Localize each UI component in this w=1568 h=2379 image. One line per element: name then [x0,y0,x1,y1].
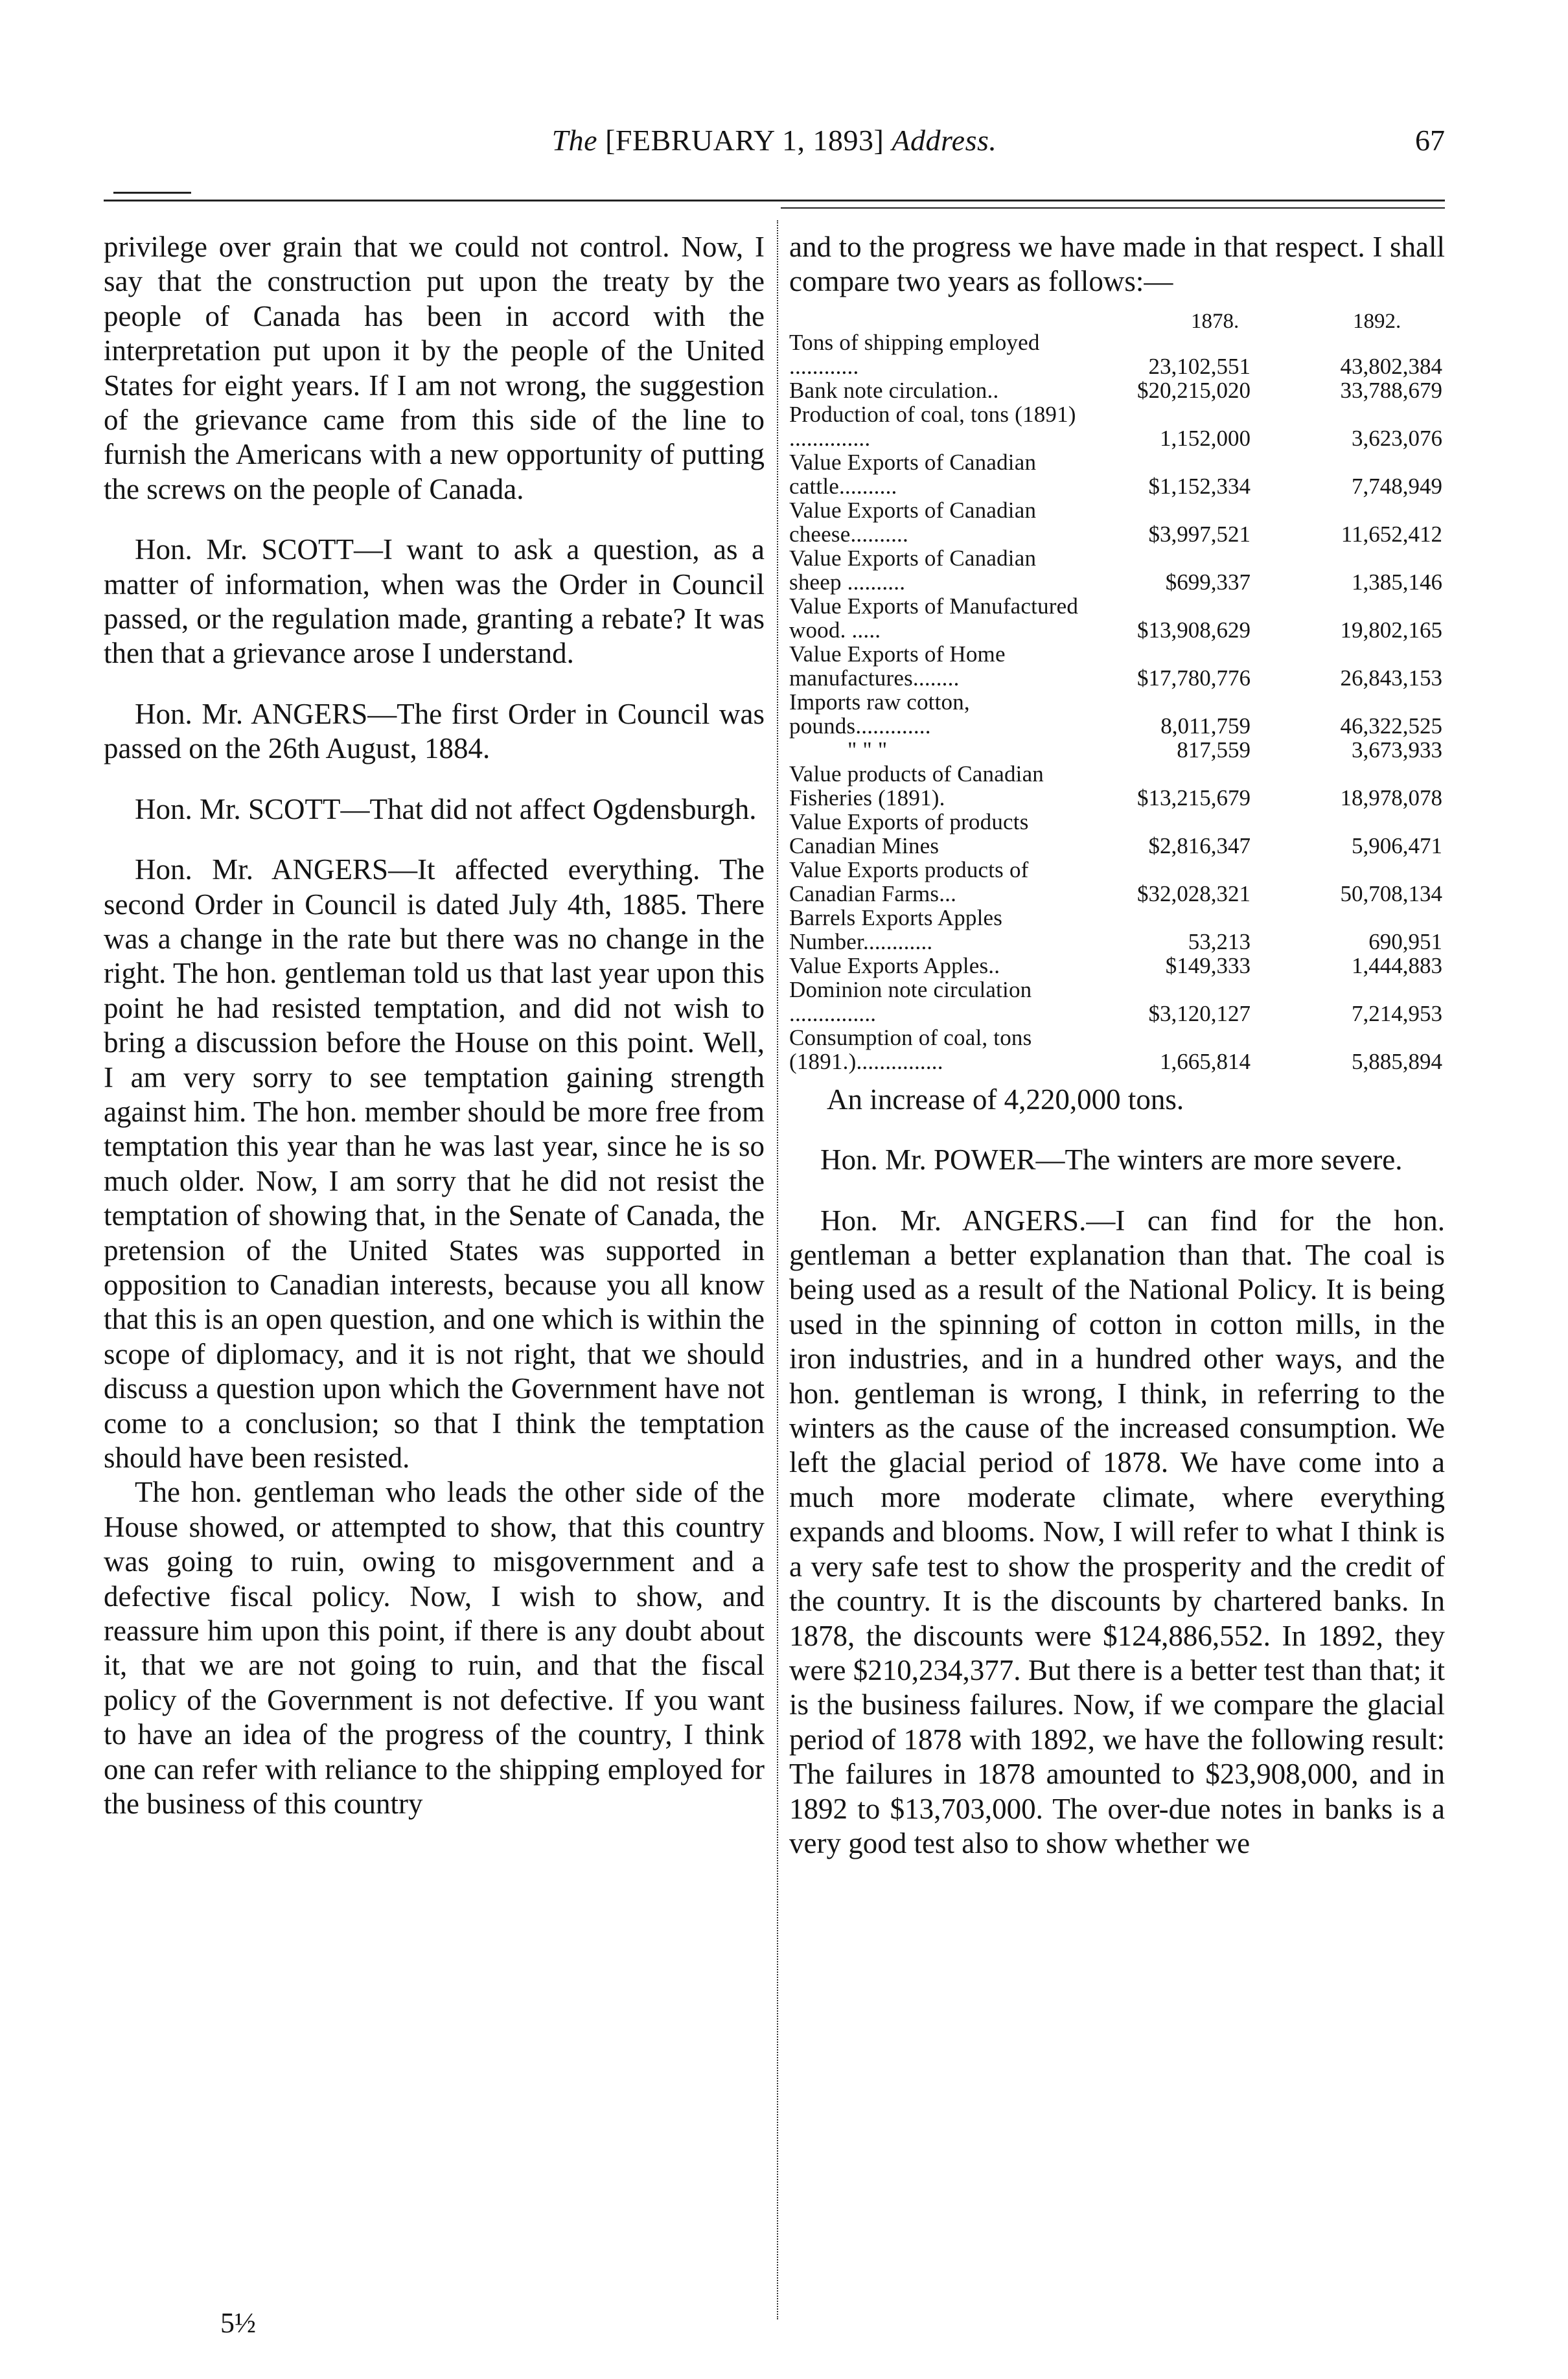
paragraph: Hon. Mr. ANGERS—The first Order in Council was passed on the 26th August, 1884. [104,697,765,765]
value-1892: 3,623,076 [1352,425,1442,451]
running-header [104,123,1445,168]
table-row [789,690,1445,738]
row-label: Consumption of coal, tons (1891.)............... [789,1024,1032,1074]
table-row [789,450,1445,498]
value-1878: $32,028,321 [1137,880,1251,906]
value-1878: 1,152,000 [1160,425,1251,451]
value-1892: 5,906,471 [1352,833,1442,858]
table-row [789,906,1445,954]
header-title-suffix: Address. [892,124,997,157]
header-rule-short [113,192,191,194]
increase-note: An increase of 4,220,000 tons. [827,1083,1184,1116]
row-label: Value Exports of Canadian cattle.......... [789,449,1037,499]
value-1878: $20,215,020 [1137,377,1251,403]
value-1892: 26,843,153 [1340,665,1442,691]
value-1892: 46,322,525 [1340,713,1442,739]
value-1892: 33,788,679 [1340,377,1442,403]
value-1878: $3,120,127 [1148,1000,1251,1026]
table-row [789,642,1445,690]
row-label: Value Exports of Manufactured wood. ..... [789,593,1079,643]
table-row [789,498,1445,546]
paragraph: Hon. Mr. POWER—The winters are more severe. [820,1144,1403,1177]
value-1878: $13,215,679 [1137,785,1251,810]
comparison-table [789,299,1445,1074]
value-1892: 50,708,134 [1340,880,1442,906]
value-1878: $149,333 [1165,952,1251,978]
table-row [789,378,1445,402]
row-label-ditto: " " " [847,737,888,763]
value-1878: $699,337 [1165,569,1251,595]
table-row [789,594,1445,642]
value-1892: 43,802,384 [1340,353,1442,379]
right-column [789,230,1445,1861]
value-1892: 18,978,078 [1340,785,1442,810]
table-row [789,978,1445,1026]
left-column [104,230,765,1821]
value-1878: $1,152,334 [1148,473,1251,499]
table-row [789,546,1445,594]
paragraph: privilege over grain that we could not control. Now, I say that the construction put upon the treaty by the people of Canada has been in accord with the interpretation put upon it by the people of the United States for eight years. If I am not wrong, the suggestion of the grievance came from this side of the line to furnish the Americans with a new opportunity of putting the screws on the people of Canada. [104,231,765,505]
row-label: Tons of shipping employed ............ [789,329,1040,379]
value-1878: $3,997,521 [1148,521,1251,547]
row-label: Value Exports of Canadian sheep .......... [789,545,1037,595]
value-1892: 7,748,949 [1352,473,1442,499]
header-title [104,123,1445,157]
row-label: Production of coal, tons (1891) .............. [789,401,1076,451]
page-number: 67 [1415,124,1445,157]
row-label: Value products of Canadian Fisheries (1891). [789,761,1044,810]
row-label: Value Exports of products Canadian Mines [789,809,1029,858]
signature-mark: 5½ [220,2307,256,2339]
value-1878: 53,213 [1188,928,1251,954]
paragraph: and to the progress we have made in that respect. I shall compare two years as follows:— [789,231,1445,298]
year-1878-header: 1878. [1191,309,1239,333]
value-1892: 1,385,146 [1352,569,1442,595]
value-1892: 11,652,412 [1341,521,1442,547]
table-row [789,810,1445,858]
row-label: Bank note circulation.. [789,377,999,403]
value-1878: 23,102,551 [1148,353,1251,379]
header-rule [104,200,1445,201]
value-1892: 3,673,933 [1352,737,1442,763]
header-date: [FEBRUARY 1, 1893] [605,124,884,157]
paragraph: Hon. Mr. SCOTT—That did not affect Ogdensburgh. [135,792,757,825]
value-1878: 8,011,759 [1160,713,1251,739]
value-1892: 5,885,894 [1352,1048,1442,1074]
row-label: Barrels Exports Apples Number............ [789,904,1003,954]
table-row [789,402,1445,450]
value-1878: $13,908,629 [1137,617,1251,643]
table-row [789,954,1445,978]
row-label: Imports raw cotton, pounds............. [789,689,970,739]
column-divider [777,220,778,2319]
paragraph: The hon. gentleman who leads the other side of the House showed, or attempted to show, that this country was going to ruin, owing to misgovernment and a defective fiscal policy. Now, I wish to show, and reassure him upon this point, if there is any doubt about it, that we are not going to ruin, and that the fiscal policy of the Government is not defective. If you want to have an idea of the progress of the country, I think one can refer with reliance to the shipping employed for the business of this country [104,1476,765,1821]
value-1878: 1,665,814 [1160,1048,1251,1074]
row-label: Value Exports of Canadian cheese.......... [789,497,1037,547]
table-row [789,330,1445,378]
header-rule-right [781,207,1445,209]
value-1878: 817,559 [1177,737,1251,763]
paragraph: Hon. Mr. ANGERS—It affected everything. The second Order in Council is dated July 4th, 1885. There was a change in the rate but there was no change in the right. The hon. gentleman told us that last year upon this point he had resisted temptation, and did not wish to bring a discussion before the House on this point. Well, I am very sorry to see temptation gaining strength against him. The hon. member should be more free from temptation this year than he was last year, since he is so much older. Now, I am sorry that he did not resist the temptation of showing that, in the Senate of Canada, the pretension of the United States was supported in opposition to Canadian interests, because you all know that this is an open question, and one which is within the scope of diplomacy, and it is not right, that we should discuss a question upon which the Government have not come to a conclusion; so that I think the temptation should have been resisted. [104,853,765,1474]
value-1892: 7,214,953 [1352,1000,1442,1026]
table-row [789,738,1445,762]
table-row [789,1026,1445,1074]
paragraph: Hon. Mr. ANGERS.—I can find for the hon. gentleman a better explanation than that. The coal is being used as a result of the National Policy. It is being used in the spinning of cotton in cotton mills, in the iron industries, and in a hundred other ways, and the hon. gentleman is wrong, I think, in referring to the winters as the cause of the increased consumption. We left the glacial period of 1878. We have come into a much more moderate climate, where everything expands and blooms. Now, I will refer to what I think is a very safe test to show the prosperity and the credit of the country. It is the discounts by chartered banks. In 1878, the discounts were $124,886,552. In 1892, they were $210,234,377. But there is a better test than that; it is the business failures. Now, if we compare the glacial period of 1878 with 1892, we have the following result: The failures in 1878 amounted to $23,908,000, and in 1892 to $13,703,000. The over-due notes in banks is a very good test also to show whether we [789,1204,1445,1859]
table-row [789,858,1445,906]
paragraph: Hon. Mr. SCOTT—I want to ask a question, as a matter of information, when was the Order in Council passed, or the regulation made, granting a rebate? It was then that a grievance arose I understand. [104,533,765,670]
value-1892: 690,951 [1368,928,1442,954]
header-title-prefix: The [551,124,598,157]
table-row [789,762,1445,810]
value-1892: 1,444,883 [1352,952,1442,978]
row-label: Value Exports of Home manufactures........ [789,641,1006,691]
row-label: Value Exports Apples.. [789,952,1000,978]
value-1878: $17,780,776 [1137,665,1251,691]
value-1892: 19,802,165 [1340,617,1442,643]
row-label: Value Exports products of Canadian Farms... [789,856,1029,906]
value-1878: $2,816,347 [1148,833,1251,858]
row-label: Dominion note circulation ............... [789,976,1032,1026]
year-1892-header: 1892. [1353,309,1401,333]
table-header [789,299,1445,333]
